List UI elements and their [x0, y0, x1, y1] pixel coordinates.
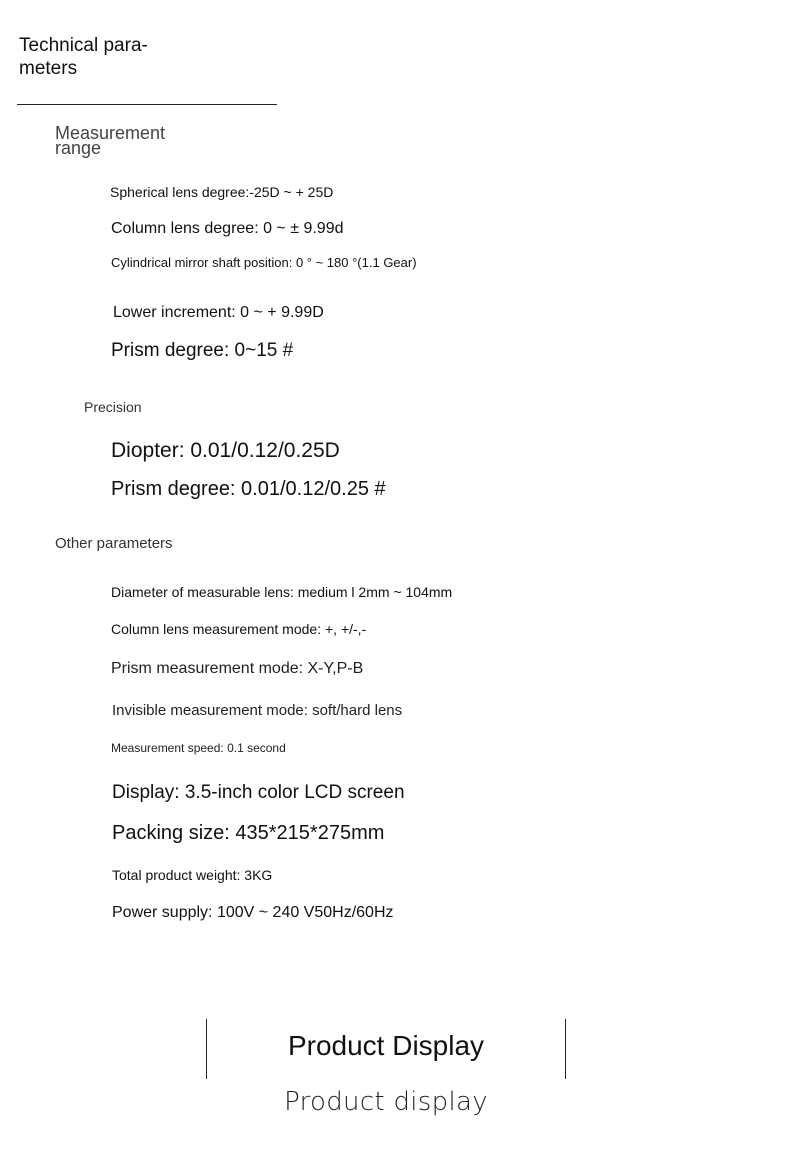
spec-column-lens: Column lens degree: 0 ~ ± 9.99d [111, 220, 344, 237]
product-display-subtitle: Product display [284, 1087, 488, 1117]
spec-cylindrical-axis: Cylindrical mirror shaft position: 0 ° ~ 180 °(1.1 Gear) [111, 255, 417, 270]
spec-column-mode: Column lens measurement mode: +, +/-,- [111, 621, 367, 637]
product-display-right-border [565, 1019, 566, 1079]
precision-heading: Precision [84, 399, 142, 415]
spec-diopter-precision: Diopter: 0.01/0.12/0.25D [111, 439, 340, 462]
spec-total-weight: Total product weight: 3KG [112, 867, 273, 883]
spec-packing-size: Packing size: 435*215*275mm [112, 822, 385, 844]
spec-prism-precision: Prism degree: 0.01/0.12/0.25 # [111, 478, 386, 500]
spec-lens-diameter: Diameter of measurable lens: medium l 2mm ~ 104mm [111, 584, 453, 600]
spec-prism-mode: Prism measurement mode: X-Y,P-B [111, 660, 364, 677]
spec-measurement-speed: Measurement speed: 0.1 second [111, 741, 286, 755]
spec-invisible-mode: Invisible measurement mode: soft/hard lens [112, 702, 403, 719]
product-display-title: Product Display [287, 1030, 485, 1061]
title-divider [17, 104, 277, 105]
spec-display: Display: 3.5-inch color LCD screen [112, 782, 405, 803]
spec-spherical-lens: Spherical lens degree:-25D ~ + 25D [110, 184, 334, 200]
other-parameters-heading: Other parameters [55, 535, 173, 552]
page-title-text: Technical para- meters [19, 35, 148, 79]
spec-prism-degree-range: Prism degree: 0~15 # [111, 340, 294, 361]
spec-power-supply: Power supply: 100V ~ 240 V50Hz/60Hz [112, 904, 394, 921]
measurement-range-heading: Measurement range [55, 123, 166, 158]
spec-lower-increment: Lower increment: 0 ~ + 9.99D [113, 304, 324, 321]
page-title [19, 34, 189, 80]
